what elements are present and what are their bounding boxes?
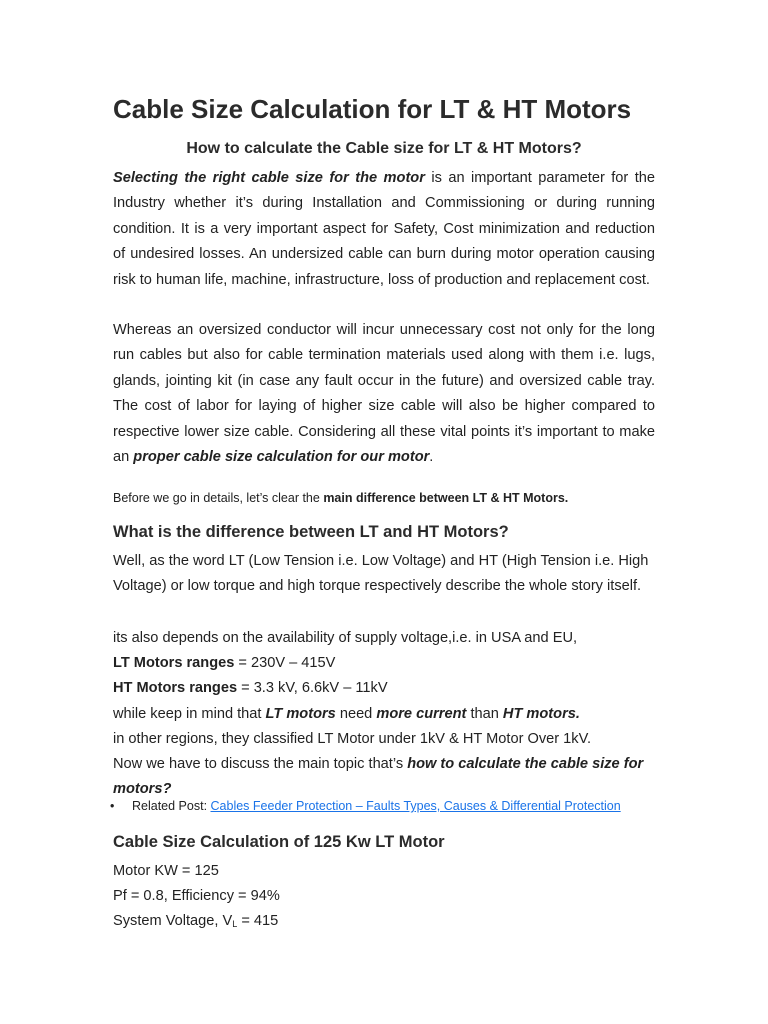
keep-prefix: while keep in mind that [113,706,266,722]
keep-lt-motors: LT motors [265,706,336,722]
system-voltage-value: = 415 [237,913,279,929]
page-title: Cable Size Calculation for LT & HT Motors [113,94,632,124]
related-post-link[interactable]: Cables Feeder Protection – Faults Types, Causes & Differential Protection [210,799,621,813]
main-topic-line [113,752,655,803]
intro-lead-text: is an important parameter for the Industry whether it’s during Installation and Commissioning or during running condition. It is a very important aspect for Safety, Cost minimization and reduction of undesired losses. An undersized cable can burn during motor operation causing risk to human life, machine, infrastructure, loss of production and replacement cost. [113,170,656,288]
oversized-paragraph [113,318,655,470]
intro-lead-emphasis: Selecting the right cable size for the motor [113,170,425,186]
system-voltage-line [113,909,655,937]
lt-ranges-line [113,651,655,676]
keep-ht-motors: HT motors. [502,706,580,722]
ht-ranges-label: HT Motors ranges [113,680,238,696]
calculation-heading: Cable Size Calculation of 125 Kw LT Motor [113,833,445,851]
ht-ranges-value: = 3.3 kV, 6.6kV – 11kV [237,680,388,696]
related-post-item [110,798,655,814]
ht-ranges-line [113,676,655,701]
system-voltage-subscript: L [232,919,238,929]
before-details-text: Before we go in details, let’s clear the [113,491,324,505]
difference-heading: What is the difference between LT and HT Motors? [113,523,509,541]
supply-voltage-line: its also depends on the availability of supply voltage,i.e. in USA and EU, [113,630,578,646]
oversized-emphasis: proper cable size calculation for our motor [133,449,430,466]
oversized-text: Whereas an oversized conductor will incur unnecessary cost not only for the long run cables but also for cable termination materials used along with them i.e. lugs, glands, jointing kit (in case any fault occur in the future) and oversized cable tray. The cost of labor for laying of higher size cable will also be higher compared to respective lower size cable. Considering all these vital points it’s important to make an [113,322,655,466]
lt-ranges-label: LT Motors ranges [113,655,235,671]
main-topic-emphasis: how to calculate the cable size for motors? [113,756,644,798]
related-post-label: Related Post: [132,799,211,813]
system-voltage-label: System Voltage, V [113,913,233,929]
related-post-text [132,798,655,814]
bullet-icon: • [110,799,115,813]
pf-efficiency-line: Pf = 0.8, Efficiency = 94% [113,888,280,904]
regions-line: in other regions, they classified LT Motor under 1kV & HT Motor Over 1kV. [113,731,592,747]
motor-kw-line: Motor KW = 125 [113,863,219,879]
page-subtitle: How to calculate the Cable size for LT & HT Motors? [186,140,582,157]
intro-paragraph [113,166,655,293]
keep-in-mind-line [113,702,655,727]
keep-than: than [466,706,503,722]
before-details-line [113,488,655,508]
difference-paragraph: Well, as the word LT (Low Tension i.e. Low Voltage) and HT (High Tension i.e. High Voltage) or low torque and high torque respectively describe the whole story itself. [113,553,649,595]
keep-more-current: more current [376,706,467,722]
lt-ranges-value: = 230V – 415V [234,655,336,671]
main-topic-prefix: Now we have to discuss the main topic that’s [113,756,408,772]
keep-need: need [335,706,377,722]
before-details-bold: main difference between LT & HT Motors. [323,491,569,505]
oversized-end: . [429,449,434,466]
